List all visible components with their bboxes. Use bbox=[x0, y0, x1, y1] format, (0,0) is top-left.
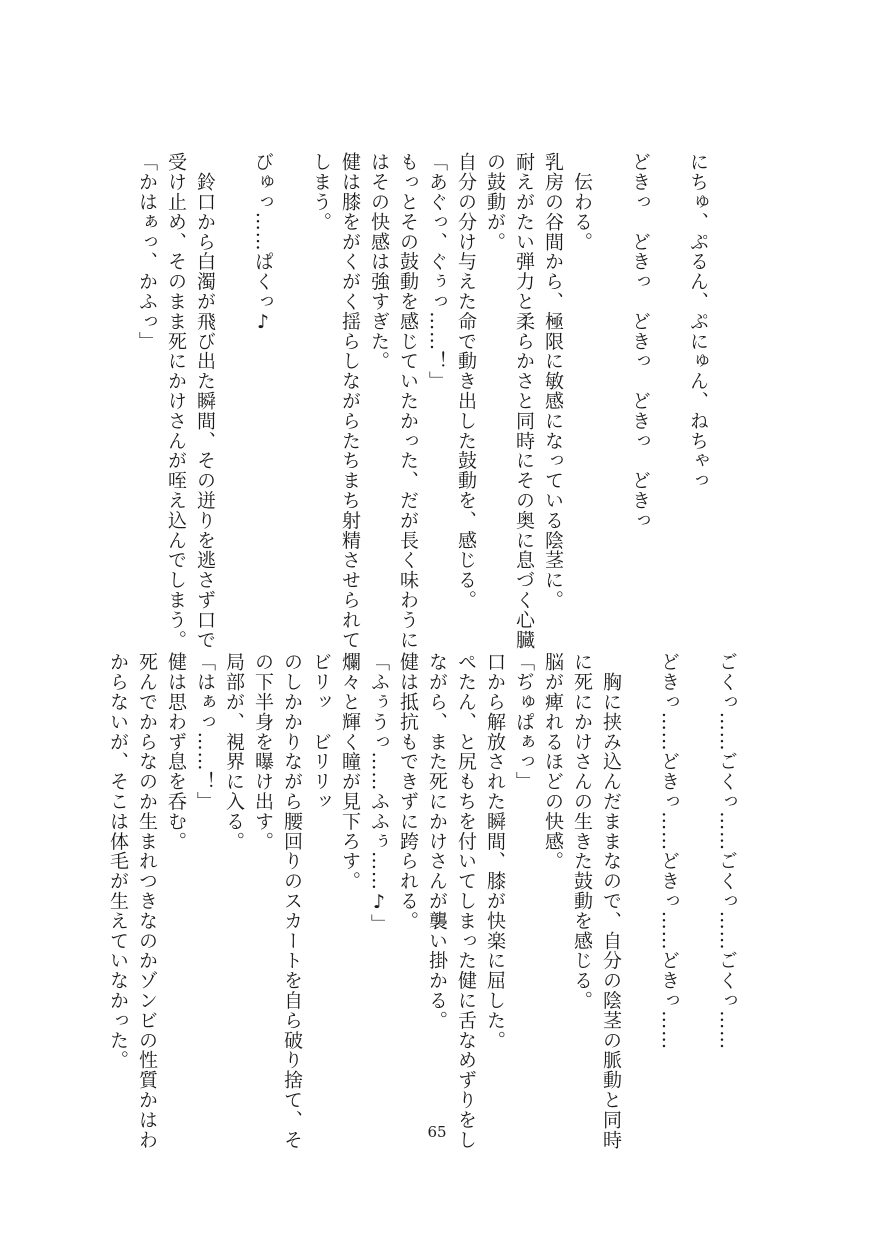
text-column: 局部が、視界に入る。 bbox=[223, 652, 245, 851]
text-column: からないが、そこは体毛が生えていなかった。 bbox=[107, 652, 129, 1070]
text-column: 死んでからなのか生まれつきなのかゾンビの性質かはわ bbox=[136, 652, 158, 1150]
text-column: のしかかりながら腰回りのスカートを自ら破り捨て、そ bbox=[281, 652, 303, 1150]
text-column: もっとその鼓動を感じていたかった、だが長く味わうに bbox=[397, 152, 419, 650]
text-column: ごくっ……ごくっ……ごくっ……ごくっ…… bbox=[716, 652, 738, 1050]
text-column: どきっ どきっ どきっ どきっ どきっ bbox=[629, 152, 651, 531]
text-column: 耐えがたい弾力と柔らかさと同時にその奥に息づく心臓 bbox=[513, 152, 535, 650]
text-column: 「ふぅうっ……ふふぅ……♪」 bbox=[368, 652, 390, 934]
text-column: 健は思わず息を呑む。 bbox=[165, 652, 187, 851]
text-column: ながら、また死にかけさんが襲い掛かる。 bbox=[426, 652, 448, 1031]
text-column: 爛々と輝く瞳が見下ろす。 bbox=[339, 652, 361, 891]
text-column: 口から解放された瞬間、膝が快楽に屈した。 bbox=[484, 652, 506, 1050]
text-column: ぺたん、と尻もちを付いてしまった健に舌なめずりをし bbox=[455, 652, 477, 1150]
text-column: 脳が痺れるほどの快感。 bbox=[542, 652, 564, 871]
text-column: 伝わる。 bbox=[571, 152, 593, 252]
text-column: 「かはぁっ、かふっ」 bbox=[136, 152, 158, 351]
text-column: 「はぁっ……！」 bbox=[194, 652, 216, 812]
page-number: 65 bbox=[427, 1123, 447, 1141]
text-column: ビリッ ビリリッ bbox=[310, 652, 332, 812]
text-column: 自分の分け与えた命で動き出した鼓動を、感じる。 bbox=[455, 152, 477, 610]
text-column: にちゅ、ぷるん、ぷにゅん、ねちゃっ bbox=[687, 152, 709, 491]
text-column: の下半身を曝け出す。 bbox=[252, 652, 274, 851]
text-column: 「あぐっ、ぐぅっ……！」 bbox=[426, 152, 448, 391]
text-column: 胸に挟み込んだままなので、自分の陰茎の脈動と同時 bbox=[600, 652, 622, 1150]
text-column: 「ぢゅぱぁっ」 bbox=[513, 652, 535, 792]
text-column: 乳房の谷間から、極限に敏感になっている陰茎に。 bbox=[542, 152, 564, 610]
text-column: に死にかけさんの生きた鼓動を感じる。 bbox=[571, 652, 593, 1011]
text-column: はその快感は強すぎた。 bbox=[368, 152, 390, 371]
text-column: どきっ……どきっ……どきっ……どきっ…… bbox=[658, 652, 680, 1050]
text-column: 健は膝をがくがく揺らしながらたちまち射精させられて bbox=[339, 152, 361, 650]
text-column: 受け止め、そのまま死にかけさんが咥え込んでしまう。 bbox=[165, 152, 187, 650]
text-column: しまう。 bbox=[310, 152, 332, 232]
text-column: 健は抵抗もできずに跨られる。 bbox=[397, 652, 419, 931]
text-column: の鼓動が。 bbox=[484, 152, 506, 252]
text-column: 鈴口から白濁が飛び出た瞬間、その迸りを逃さず口で bbox=[194, 152, 216, 650]
text-column: びゅっ……ぱくっ♪ bbox=[252, 152, 274, 335]
